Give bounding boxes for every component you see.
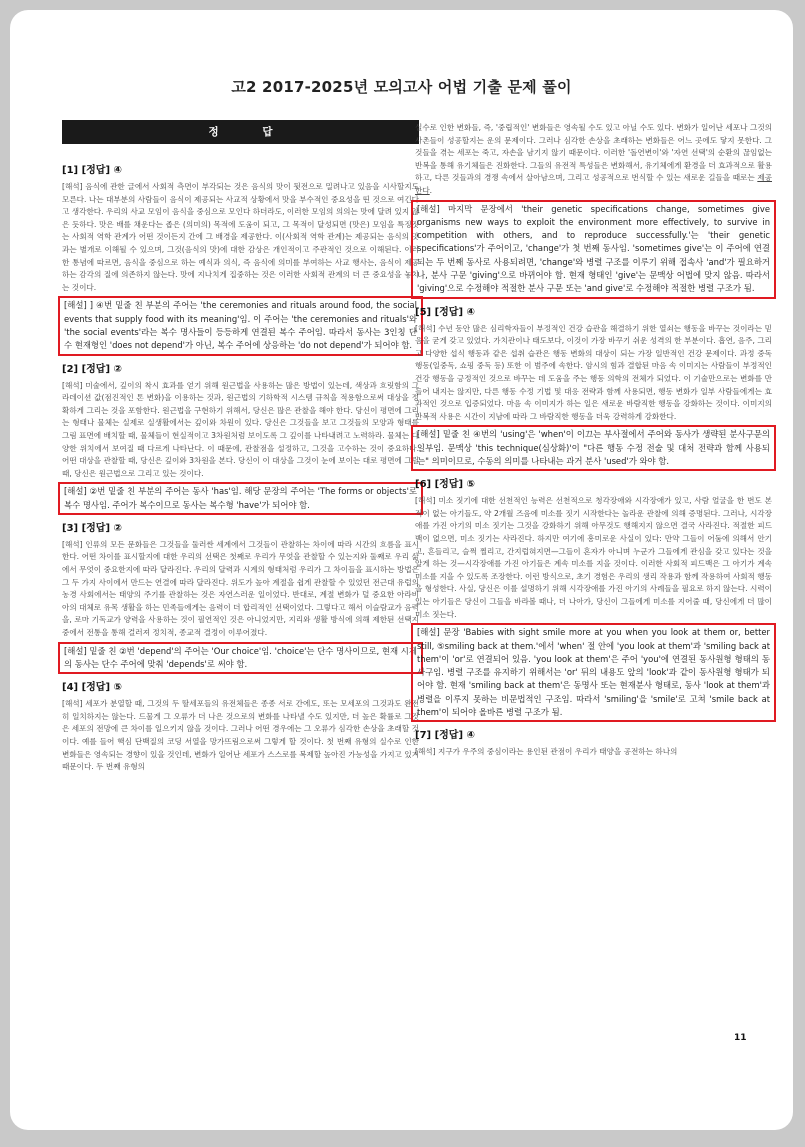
page-number: 11 <box>734 1033 747 1043</box>
q4-note: [해설] 마지막 문장에서 'their genetic specifications change, sometimes give organisms new ways to exploit the environment more effectively, to survive in competition with others, and to reproduce successfully.'는 'their genetic specifications'가 주어이고, 'change'가 첫 번째 동사임. 'sometimes give'는 이 주어에 연결되는 두 번째 동사로 사용되려면, 'change'와 병렬 구조를 이루기 위해 접속사 'and'가 필요하거나, 분사 구문 'giving'으로 바뀌어야 함. 현재 형태인 'give'는 문맥상 어법에 맞지 않음. 따라서 'giving'으로 수정해야 적절한 분사 구문 또는 'and give'로 수정해야 적절한 병렬 구조가 됨. <box>411 200 776 299</box>
answer-banner: 정 답 <box>62 120 419 144</box>
q3-explanation: [해석] 인류의 모든 문화들은 그것들을 둘러싼 세계에서 그것들이 관찰하는 차이에 따라 시간의 흐름을 표시한다. 어떤 차이를 표시할지에 대한 우리의 선택은 첫째로 우리가 무엇을 관찰할 수 있는지와 둘째로 우리 삶에서 무엇이 중요한지에 따라 달라진다. 우리의 달력과 시계의 형태처럼 우리가 그 차이들을 표시하는 방법은 그 두 가지 사이에서 만드는 연결에 따라 달라진다. 위도가 높아 계절을 쉽게 관찰할 수 있었던 전근대 유럽의 농경 사회에서는 태양의 주기를 관찰하는 것은 자연스러운 일이었다. 반대로, 계절 변화가 덜 중요한 아라비아의 대체로 유목 생활을 하는 민족들에게는 음력이 더 합리적인 선택이었다. 그렇다고 해서 이슬람교가 음력을, 로마 기독교가 양력을 사용하는 것이 필연적인 것은 아니었지만, 지리와 생활 방식에 의해 제한된 선택지 중에서 전통을 통해 걸러져 정치적, 종교적 결정이 이루어졌다. <box>62 539 419 638</box>
q1-heading: [1] [정답] ④ <box>62 165 122 176</box>
q6-explanation: [해석] 미소 짓기에 대한 선천적인 능력은 선천적으로 청각장애와 시각장애가 있고, 사람 얼굴을 한 번도 본 적이 없는 아기들도, 약 2개월 즈음에 미소를 짓기 시작한다는 놀라운 관찰에 의해 증명된다. 그러나, 시각장애를 가진 아기의 미소 짓기는 그것을 강화하기 위해 아무것도 행해지지 않으면 결국 사라진다. 적절한 피드백이 없으면, 미소 짓기는 사라진다. 하지만 여기에 흥미로운 사실이 있다: 만약 그들이 어둠에 의해서 안기고, 흔들리고, 슬쩍 찔리고, 간지럽혀지면—그들이 혼자가 아니며 누군가 그들에게 관심을 갖고 있다는 것을 알게 하는 것—시각장애를 가진 아기들은 계속 미소를 지을 것이다. 이러한 사회적 피드백은 그 아기가 계속 미소를 지을 수 있도록 조장한다. 이런 방식으로, 초기 경험은 우리의 생리 작용과 함께 작용하여 사회적 행동을 형성한다. 사실, 당신은 이를 설명하기 위해 시각장애를 가진 아기의 사례들을 필요로 하지 않는다. 시력이 있는 아기들은 당신이 그들을 바라볼 때나, 더 나아가, 당신이 그들에게 미소를 지어줄 때, 당신에게 더 많이 미소 짓는다. <box>415 496 772 619</box>
q4-text-after: . <box>429 185 433 195</box>
document-page <box>10 10 793 1130</box>
q2-note: [해설] ②번 밑줄 친 부분의 주어는 동사 'has'임. 해당 문장의 주어는 'The forms or objects'로 복수 명사임. 주어가 복수이므로 동사는 복수형 'have'가 되어야 함. <box>58 482 423 515</box>
q1-explanation: [해석] 음식에 관한 글에서 사회적 측면이 부각되는 것은 음식의 맛이 뒷전으로 밀려나고 있음을 시사할지도 모른다. 나는 대부분의 사람들이 음식이 제공되는 사교적 상황에서 맛을 부수적인 중요성을 띤 것으로 여긴다고 생각한다. 우리의 사교 모임이 음식을 중심으로 모인다 하더라도, 이러한 모임의 의의는 맛에 달려 있지 않은 듯하다. 맛은 배를 채운다는 좁은 (의미의) 목적에 도움이 되고, 그 목적이 달성되면 (맛은) 모임을 특징짓는 사회적 역학 관계가 어떤 것이든지 간에 그 배경을 제공한다. 이(사회적 역학 관계)는 제공되는 음식의 맛과는 별개로 이해될 수 있으며, 그것(음식의 맛)에 대한 감상은 개인적이고 주관적인 것으로 이해된다. 이러한 통념에 따르면, 음식을 중심으로 하는 예식과 의식, 즉 음식에 의미를 부여하는 사교 행사는, 음식이 제공하는 감각의 질에 의존하지 않는다. 맛에 지나치게 집중하는 것은 이러한 사회적 관계의 더 큰 중요성을 놓치는 것이다. <box>62 182 419 292</box>
q2-explanation: [해석] 미술에서, 깊이의 착시 효과를 얻기 위해 원근법을 사용하는 많은 방법이 있는데, 색상과 흐릿함의 그라데이션 값(점진적인 톤 변화)을 이용하는 것과, 원근법의 기하학적 시스템 규칙을 적용함으로써 대상을 정확하게 그리는 것을 포함한다. 원근법을 구현하기 위해서, 당신은 많은 관찰을 해야 한다. 당신이 평면에 그리는 형태나 물체는 실제로 실생활에서는 깊이와 차원이 있다. 당신은 그것들을 보고 그것들의 모양과 형태를 그림 표면에 배치할 때, 물체들이 현실적이고 3차원처럼 보이도록 그 깊이를 나타내려고 노력하라. 물체는 다양한 위치에서 보여질 때 다르게 나타난다. 이 때문에, 관찰점을 설정하고, 그것을 고수하는 것이 중요하다. 어떤 대상을 관찰할 때, 당신은 깊이와 3차원을 본다. 당신이 이 대상을 그것이 눈에 보이는 대로 평면에 그릴 때, 당신은 원근법으로 그리고 있는 것이다. <box>62 380 419 478</box>
q3-note: [해설] 밑줄 친 ②번 'depend'의 주어는 'Our choice'임. 'choice'는 단수 명사이므로, 현재 시제의 동사는 단수 주어에 맞춰 'depends'로 써야 함. <box>58 642 423 675</box>
q4-heading: [4] [정답] ⑤ <box>62 682 122 694</box>
q4-underlined-word: 제공한다 <box>415 173 772 195</box>
q2-heading: [2] [정답] ② <box>62 363 122 375</box>
q7-heading: [7] [정답] ④ <box>415 730 475 742</box>
q6-note: [해설] 문장 'Babies with sight smile more at you when you look at them or, better still, ⑤smiling back at them.'에서 'when' 절 안에 'you look at them'과 'smiling back at them'이 'or'로 연결되어 있음. 'you look at them'은 주어 'you'에 연결된 동사원형 형태의 동사구임. 병렬 구조를 유지하기 위해서는 'or' 뒤의 내용도 앞의 'look'과 같이 동사원형 형태가 되어야 함. 현재 'smiling back at them'은 동명사 또는 현재분사 형태로, 동사 'look at them'과 병렬을 이루지 못하는 비문법적인 구조임. 따라서 'smiling'을 'smile'로 고쳐 'smile back at them'이 되어야 올바른 병렬 구조가 됨. <box>411 623 776 722</box>
left-column <box>62 120 419 774</box>
q5-heading: [5] [정답] ④ <box>415 306 475 318</box>
q4-explanation-continued <box>415 122 772 198</box>
q6-heading: [6] [정답] ⑤ <box>415 479 475 491</box>
q4-explanation: [해석] 세포가 분열할 때, 그것의 두 딸세포들의 유전체들은 종종 서로 간에도, 또는 모세포의 그것과도 완전히 일치하지는 않는다. 드물게 그 오류가 더 나은 것으로의 변화를 나타낼 수도 있지만, 더 높은 확률로 그것은 세포의 전망에 큰 차이를 일으키지 않을 것이다. 그러나 어떤 경우에는 그 오류가 심각한 손상을 초래할 것이다. 예를 들어 핵심 단백질의 코딩 서열을 망가뜨림으로써 그렇게 할 것이다. 첫 번째 유형의 실수로 인한 변화들은 영속되는 경향이 있을 것인데, 변화가 일어난 세포가 스스로를 복제할 높아진 가능성을 가지고 있기 때문이다. 두 번째 유형의 <box>62 699 419 772</box>
q1-note: [해설] ] ④번 밑줄 친 부분의 주어는 'the ceremonies and rituals around food, the social events that supply food with its meaning'임. 이 주어는 'the ceremonies and rituals'와 'the social events'라는 복수 명사들이 등등하게 연결된 복수 주어임. 따라서 동사는 3인칭 단수 현재형인 'does not depend'가 아닌, 복수 주어에 상응하는 'do not depend'가 되어야 함. <box>58 296 423 355</box>
q4-text-before: 실수로 인한 변화들, 즉, '중립적인' 변화들은 영속될 수도 있고 아닐 수도 있다. 변화가 일어난 세포나 그것의 사촌들이 성공할지는 운의 문제이다. 그러나 심각한 손상을 초래하는 변화들은 어느 곳에도 닿지 못한다. 그것들을 겪는 세포는 죽고, 자손을 남기지 않기 때문이다. 이러한 '돌연변이'와 '자연 선택'의 순환의 끊임없는 반복을 통해 유기체들은 진화한다. 그들의 유전적 특성들은 변화해서, 유기체에게 환경을 더 효과적으로 활용하고, 다른 것들과의 경쟁 속에서 살아남으며, 그리고 성공적으로 번식할 수 있는 새로운 길들을 때로는 <box>415 123 772 183</box>
q5-explanation: [해석] 수년 동안 많은 심리학자들이 부정적인 건강 습관을 해결하기 위한 열쇠는 행동을 바꾸는 것이라는 믿음을 굳게 갖고 있었다. 가치관이나 태도보다, 이것이 가장 바꾸기 쉬운 성격의 한 부분이다. 흡연, 음주, 그리고 다양한 섭식 행동과 같은 섭취 습관은 행동 변화의 대상이 되는 가장 일반적인 건강 문제이다. 과정 중독 행동(일중독, 쇼핑 중독 등) 또한 이 범주에 속한다. 암시의 힘과 결합된 마음 속 이미지는 사람들이 부정적인 건강 행동을 긍정적인 것으로 바꾸는 데 도움을 주는 행동 의학의 전체가 되었다. 이 기술만으로는 변화를 만들어 내지는 않지만, 다른 행동 수정 기법 및 대응 전략과 함께 사용되면, 행동 변화가 일부 사람들에게는 효과적인 것으로 입증되었다. 마음 속 이미지가 하는 일은 새로운 바람직한 행동을 강화하는 것이다. 이미지의 반복적 사용은 시간이 지남에 따라 그 바람직한 행동을 더욱 강력하게 강화한다. <box>415 323 772 421</box>
q3-heading: [3] [정답] ② <box>62 522 122 534</box>
document-title: 고2 2017-2025년 모의고사 어법 기출 문제 풀이 <box>231 78 572 96</box>
q7-explanation: [해석] 지구가 우주의 중심이라는 용인된 관점이 우리가 태양을 공전하는 하나의 <box>415 747 678 757</box>
right-column <box>415 122 772 759</box>
q5-note: [해설] 밑줄 친 ④번의 'using'은 'when'이 이끄는 부사절에서 주어와 동사가 생략된 분사구문의 일부임. 문맥상 'this technique(심상화)'이 "다른 행동 수정 전술 및 대처 전략과 함께 사용되는" 의미이므로, 수동의 의미를 나타내는 과거 분사 'used'가 와야 함. <box>411 425 776 471</box>
